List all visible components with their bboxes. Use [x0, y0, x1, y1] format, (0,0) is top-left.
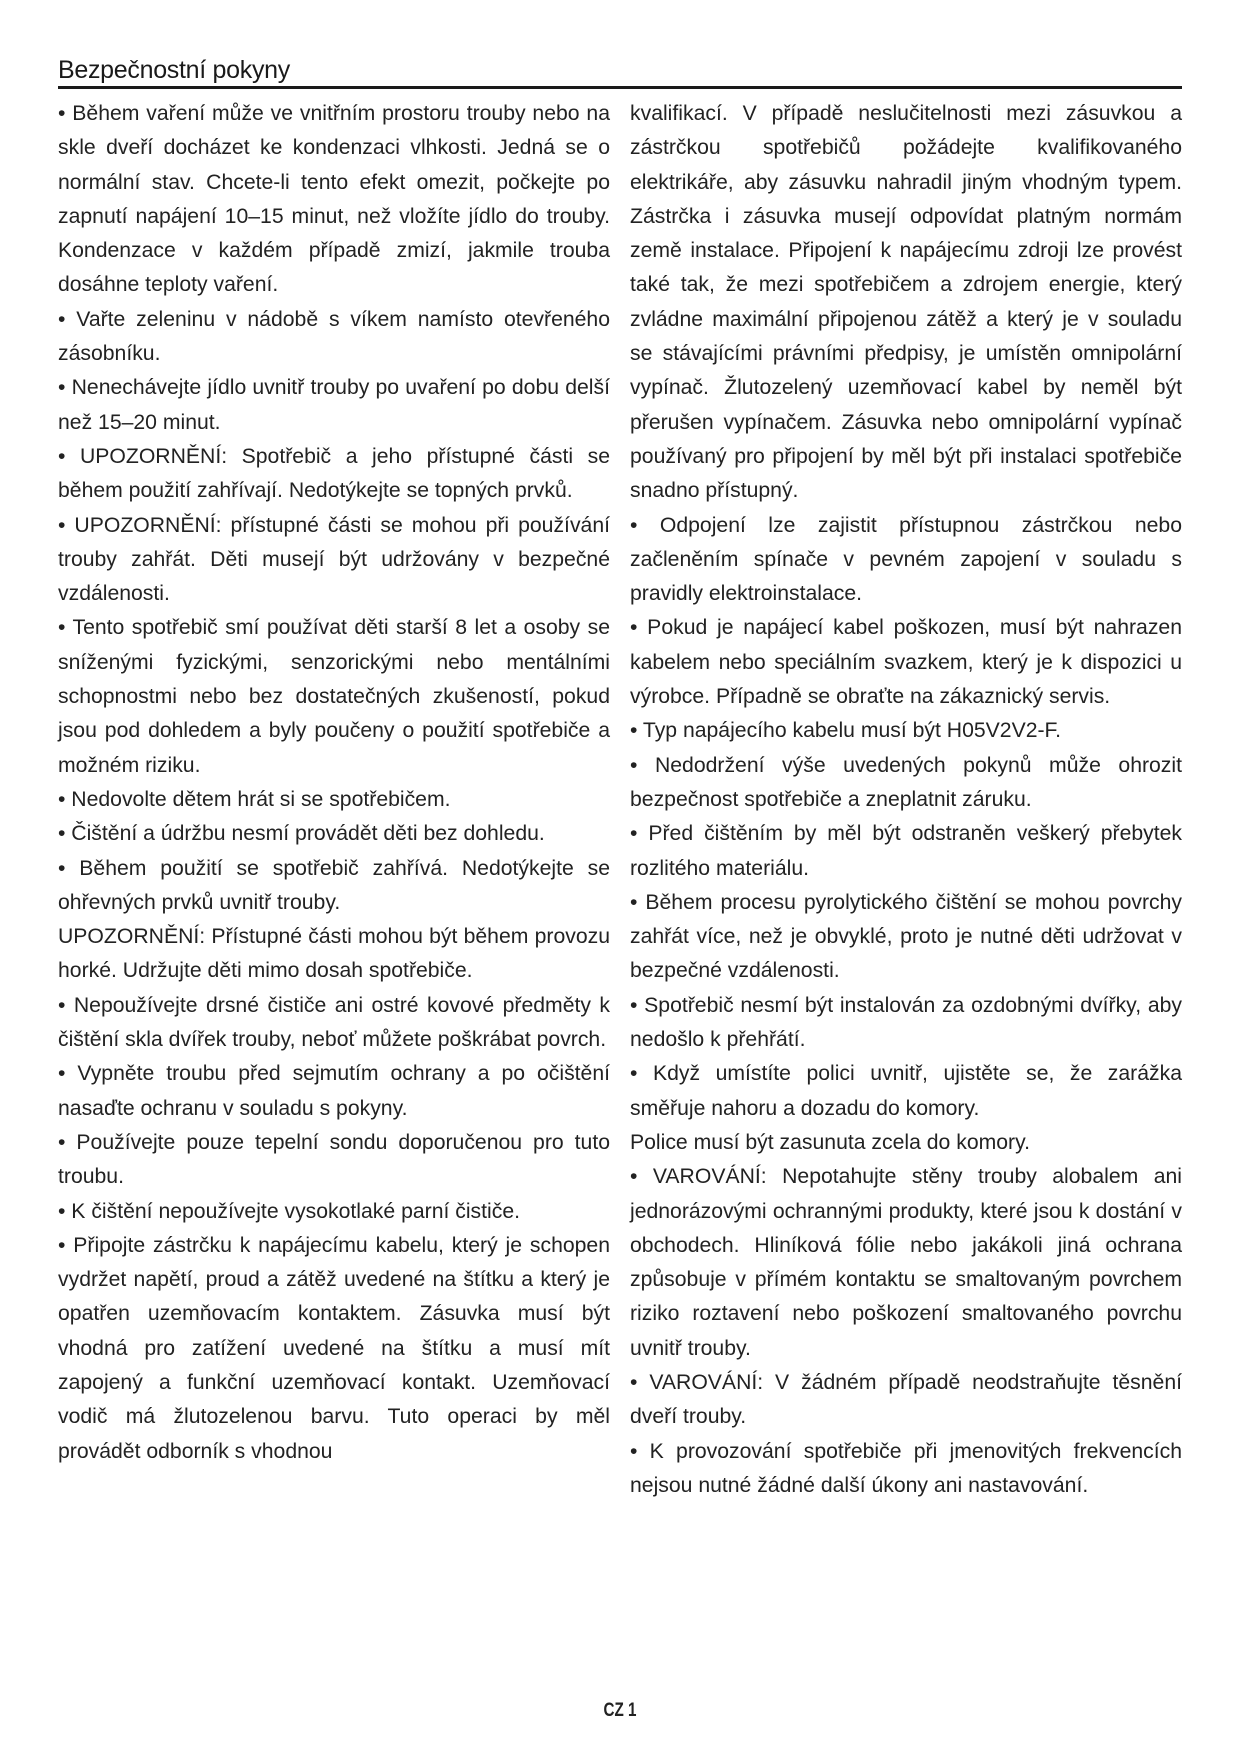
paragraph-food-left-inside: • Nenechávejte jídlo uvnitř trouby po uvaření po dobu delší než 15–20 minut.	[58, 376, 610, 434]
paragraph-warranty: • Nedodržení výše uvedených pokynů může ohrozit bezpečnost spotřebiče a zneplatnit záruku.	[630, 753, 1182, 811]
paragraph-cable-type: • Typ napájecího kabelu musí být H05V2V2-F.	[630, 719, 1062, 743]
paragraph-heating-elements: • Během použití se spotřebič zahřívá. Nedotýkejte se ohřevných prvků uvnitř trouby.	[58, 856, 610, 914]
paragraph-guard-removal: • Vypněte troubu před sejmutím ochrany a po očištění nasaďte ochranu v souladu s pokyny.	[58, 1062, 610, 1120]
paragraph-shelf-inserted: Police musí být zasunuta zcela do komory.	[630, 1130, 1030, 1154]
paragraph-vegetables: • Vařte zeleninu v nádobě s víkem namísto otevřeného zásobníku.	[58, 307, 610, 366]
paragraph-warning-accessible-parts: UPOZORNĚNÍ: Přístupné části mohou být během provozu horké. Udržujte děti mimo dosah spotřebiče.	[58, 925, 610, 983]
left-column	[58, 97, 610, 1503]
paragraph-warning-hot-parts: • UPOZORNĚNÍ: Spotřebič a jeho přístupné části se během použití zahřívají. Nedotýkejte se topných prvků.	[58, 444, 610, 503]
paragraph-warning-children-distance: • UPOZORNĚNÍ: přístupné části se mohou při používání trouby zahřát. Děti musejí být udržovány v bezpečné vzdálenosti.	[58, 513, 610, 606]
paragraph-temperature-probe: • Používejte pouze tepelní sondu doporučenou pro tuto troubu.	[58, 1130, 610, 1189]
paragraph-damaged-cable: • Pokud je napájecí kabel poškozen, musí být nahrazen kabelem nebo speciálním svazkem, který je k dispozici u výrobce. Případně se obraťte na zákaznický servis.	[630, 616, 1182, 709]
right-column	[630, 97, 1182, 1503]
paragraph-disconnection: • Odpojení lze zajistit přístupnou zástrčkou nebo začleněním spínače v pevném zapojení v souladu s pravidly elektroinstalace.	[630, 513, 1182, 606]
page-header	[58, 56, 1182, 89]
page-number: CZ 1	[603, 1700, 637, 1721]
paragraph-spillage: • Před čištěním by měl být odstraněn veškerý přebytek rozlitého materiálu.	[630, 822, 1182, 880]
paragraph-decorative-door: • Spotřebič nesmí být instalován za ozdobnými dvířky, aby nedošlo k přehřátí.	[630, 993, 1182, 1052]
paragraph-children-8-years: • Tento spotřebič smí používat děti starší 8 let a osoby se sníženými fyzickými, senzorickými nebo mentálními schopnostmi nebo bez dostatečných zkušeností, pokud jsou pod dohledem a byly poučeny o použití spotřebiče a možném riziku.	[58, 616, 610, 777]
paragraph-warning-foil: • VAROVÁNÍ: Nepotahujte stěny trouby alobalem ani jednorázovými ochrannými produkty, které jsou k dostání v obchodech. Hliníková fólie nebo jakákoli jiná ochrana způsobuje v přímém kontaktu se smaltovaným povrchem riziko roztavení nebo poškození smaltovaného povrchu uvnitř trouby.	[630, 1165, 1182, 1360]
paragraph-condensation: • Během vaření může ve vnitřním prostoru trouby nebo na skle dveří docházet ke kondenzaci vlhkosti. Jedná se o normální stav. Chcete-li tento efekt omezit, počkejte po zapnutí napájení 10–15 minut, než vložíte jídlo do trouby. Kondenzace v každém případě zmizí, jakmile trouba dosáhne teploty vaření.	[58, 102, 610, 297]
paragraph-steam-cleaners: • K čištění nepoužívejte vysokotlaké parní čističe.	[58, 1199, 520, 1223]
header-divider	[58, 86, 1182, 89]
section-title: Bezpečnostní pokyny	[58, 56, 290, 84]
two-column-body	[58, 97, 1182, 1503]
paragraph-plug-connection-cont: kvalifikací. V případě neslučitelnosti mezi zásuvkou a zástrčkou spotřebičů požádejte kvalifikovaného elektrikáře, aby zásuvku nahradil jiným vhodným typem. Zástrčka i zásuvka musejí odpovídat platným normám země instalace. Připojení k napájecímu zdroji lze provést také tak, že mezi spotřebičem a zdrojem energie, který zvládne maximální připojenou zátěž a který je v souladu se stávajícími právními předpisy, je umístěn omnipolární vypínač. Žlutozelený uzemňovací kabel by neměl být přerušen vypínačem. Zásuvka nebo omnipolární vypínač používaný pro připojení by měl být při instalaci spotřebiče snadno přístupný.	[630, 102, 1182, 503]
paragraph-cleaning-supervision: • Čištění a údržbu nesmí provádět děti bez dohledu.	[58, 822, 545, 846]
paragraph-shelf-placement: • Když umístíte polici uvnitř, ujistěte se, že zarážka směřuje nahoru a dozadu do komory.	[630, 1062, 1182, 1120]
paragraph-no-playing: • Nedovolte dětem hrát si se spotřebičem.	[58, 787, 451, 811]
paragraph-plug-connection: • Připojte zástrčku k napájecímu kabelu, který je schopen vydržet napětí, proud a zátěž uvedené na štítku a který je opatřen uzemňovacím kontaktem. Zásuvka musí být vhodná pro zatížení uvedené na štítku a musí mít zapojený a funkční uzemňovací kontakt. Uzemňovací vodič má žlutozelenou barvu. Tuto operaci by měl provádět odborník s vhodnou	[58, 1233, 610, 1463]
paragraph-pyrolytic-cleaning: • Během procesu pyrolytického čištění se mohou povrchy zahřát více, než je obvyklé, proto je nutné děti udržovat v bezpečné vzdálenosti.	[630, 890, 1182, 983]
paragraph-frequencies: • K provozování spotřebiče při jmenovitých frekvencích nejsou nutné žádné další úkony ani nastavování.	[630, 1439, 1182, 1497]
paragraph-abrasive-cleaners: • Nepoužívejte drsné čističe ani ostré kovové předměty k čištění skla dvířek trouby, neboť můžete poškrábat povrch.	[58, 993, 610, 1052]
paragraph-warning-door-seal: • VAROVÁNÍ: V žádném případě neodstraňujte těsnění dveří trouby.	[630, 1370, 1182, 1429]
